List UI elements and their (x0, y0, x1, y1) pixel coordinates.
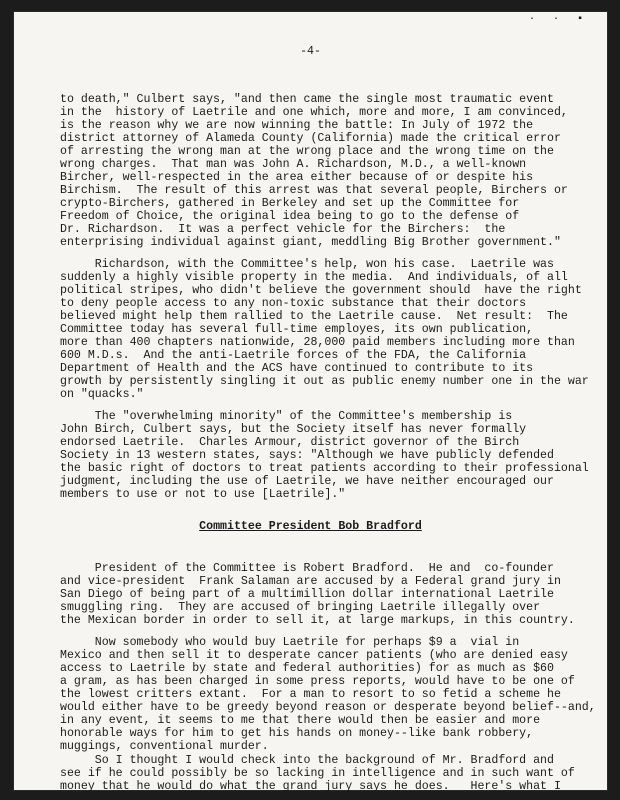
text-line: Now somebody who would buy Laetrile for perhaps $9 a vial in (60, 636, 520, 649)
text-line: see if he could possibly be so lacking in intelligence and in such want of (60, 767, 575, 780)
text-line: of arresting the wrong man at the wrong place and the wrong time on the (60, 145, 554, 158)
text-line: President of the Committee is Robert Bradford. He and co-founder (60, 562, 554, 575)
text-line: Department of Health and the ACS have continued to contribute to its (60, 362, 534, 375)
text-line: Committee today has several full-time employes, its own publication, (60, 323, 534, 336)
text-line: Dr. Richardson. It was a perfect vehicle for the Birchers: the (60, 223, 506, 236)
text-line: endorsed Laetrile. Charles Armour, district governor of the Birch (60, 436, 520, 449)
text-line: enterprising individual against giant, meddling Big Brother government." (60, 236, 561, 249)
text-line: money that he would do what the grand jury says he does. Here's what I (60, 780, 561, 793)
text-line: the basic right of doctors to treat patients according to their professional (60, 462, 589, 475)
text-line: honorable ways for him to get his hands on money--like bank robbery, (60, 727, 534, 740)
text-line: Freedom of Choice, the original idea being to go to the defense of (60, 210, 520, 223)
text-line: Society in 13 western states, says: "Although we have publicly defended (60, 449, 554, 462)
text-line: wrong charges. That man was John A. Richardson, M.D., a well-known (60, 158, 527, 171)
text-line: the lowest critters extant. For a man to resort to so fetid a scheme he (60, 688, 561, 701)
text-line: muggings, conventional murder. (60, 740, 269, 753)
text-line: So I thought I would check into the background of Mr. Bradford and (60, 754, 554, 767)
text-line: Mexico and then sell it to desperate cancer patients (who are denied easy (60, 649, 568, 662)
text-line: in any event, it seems to me that there would then be easier and more (60, 714, 541, 727)
text-line: political stripes, who didn't believe the government should have the right (60, 284, 582, 297)
text-line: growth by persistently singling it out as public enemy number one in the war (60, 375, 589, 388)
text-line: Birchism. The result of this arrest was that several people, Birchers or (60, 184, 568, 197)
page-number: -4- (300, 45, 321, 58)
text-line: suddenly a highly visible property in the media. And individuals, of all (60, 271, 568, 284)
text-line: access to Laetrile by state and federal authorities) for as much as $60 (60, 662, 554, 675)
text-line: is the reason why we are now winning the battle: In July of 1972 the (60, 119, 534, 132)
text-line: San Diego of being part of a multimillion dollar international Laetrile (60, 588, 554, 601)
text-line: district attorney of Alameda County (California) made the critical error (60, 132, 561, 145)
text-line: to deny people access to any non-toxic substance that their doctors (60, 297, 527, 310)
text-line: Bircher, well-respected in the area either because of or despite his (60, 171, 534, 184)
text-line: the Mexican border in order to sell it, at large markups, in this country. (60, 614, 575, 627)
text-line: on "quacks." (60, 388, 144, 401)
text-line: would either have to be greedy beyond reason or desperate beyond belief--and, (60, 701, 596, 714)
text-line: members to use or not to use [Laetrile]." (60, 488, 346, 501)
text-line: a gram, as has been charged in some press reports, would have to be one of (60, 675, 575, 688)
text-line: smuggling ring. They are accused of bringing Laetrile illegally over (60, 601, 541, 614)
text-line: believed might help them rallied to the Laetrile cause. Net result: The (60, 310, 568, 323)
text-line: 600 M.D.s. And the anti-Laetrile forces of the FDA, the California (60, 349, 527, 362)
corner-marks: · · ▪ (528, 14, 589, 25)
text-line: to death," Culbert says, "and then came the single most traumatic event (60, 93, 554, 106)
document-page (14, 12, 607, 793)
text-line: more than 400 chapters nationwide, 28,000 paid members including more than (60, 336, 575, 349)
text-line: John Birch, Culbert says, but the Society itself has never formally (60, 423, 527, 436)
text-line: in the history of Laetrile and one which, more and more, I am convinced, (60, 106, 568, 119)
section-heading (14, 520, 607, 533)
text-line: judgment, including the use of Laetrile, we have neither encouraged our (60, 475, 554, 488)
text-line: and vice-president Frank Salaman are accused by a Federal grand jury in (60, 575, 561, 588)
text-line: crypto-Birchers, gathered in Berkeley and set up the Committee for (60, 197, 520, 210)
text-line: The "overwhelming minority" of the Committee's membership is (60, 410, 513, 423)
section-heading-text: Committee President Bob Bradford (199, 520, 422, 533)
text-line: Richardson, with the Committee's help, won his case. Laetrile was (60, 258, 554, 271)
